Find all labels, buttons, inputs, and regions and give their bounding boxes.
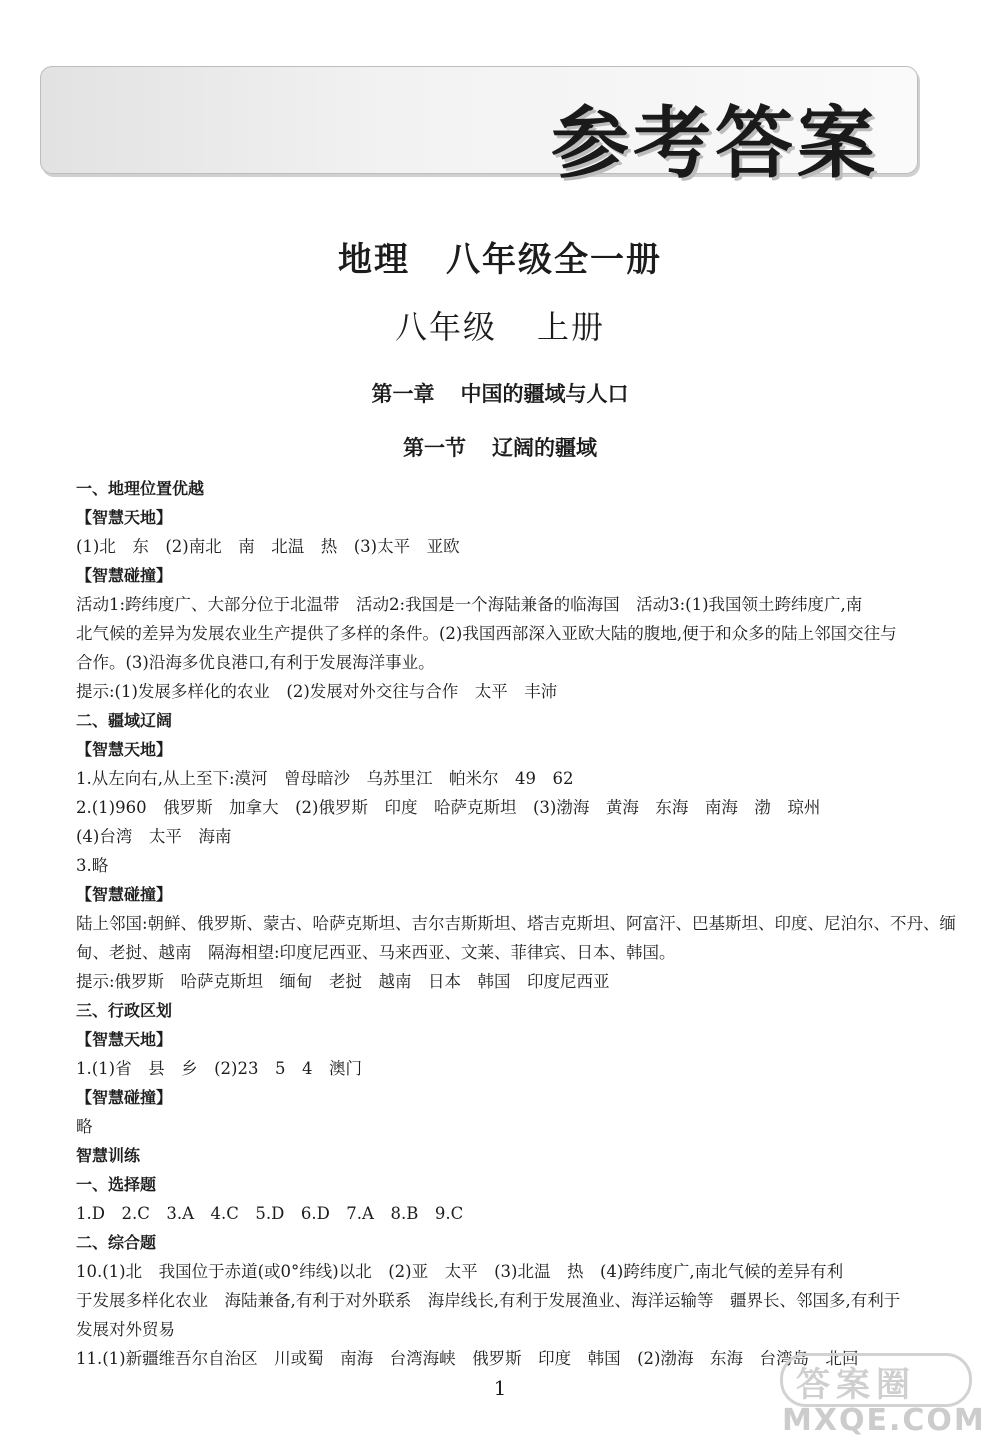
answer-line: 2.(1)960 俄罗斯 加拿大 (2)俄罗斯 印度 哈萨克斯坦 (3)渤海 黄海 东海 南海 渤 琼州	[76, 798, 821, 817]
answer-line: 11.(1)新疆维吾尔自治区 川或蜀 南海 台湾海峡 俄罗斯 印度 韩国 (2)渤海 东海 台湾岛 北回	[76, 1349, 859, 1368]
answer-line: 1.(1)省 县 乡 (2)23 5 4 澳门	[76, 1059, 362, 1078]
section-label: 【智慧碰撞】	[76, 885, 173, 904]
answer-line: 合作。(3)沿海多优良港口,有利于发展海洋事业。	[76, 653, 435, 672]
book-title	[0, 232, 1000, 281]
answer-line: 3.略	[76, 856, 109, 875]
section-label: 三、行政区划	[76, 1001, 173, 1020]
section-label: 二、综合题	[76, 1233, 157, 1252]
subject-label: 地理	[338, 240, 410, 280]
answer-line: 1.从左向右,从上至下:漠河 曾母暗沙 乌苏里江 帕米尔 49 62	[76, 769, 574, 788]
watermark-site: MXQE.COM	[782, 1403, 986, 1438]
answer-line: (1)北 东 (2)南北 南 北温 热 (3)太平 亚欧	[76, 537, 460, 556]
answer-line: 陆上邻国:朝鲜、俄罗斯、蒙古、哈萨克斯坦、吉尔吉斯斯坦、塔吉克斯坦、阿富汗、巴基斯坦、印度、尼泊尔、不丹、缅	[76, 914, 957, 933]
volume-title	[0, 302, 1000, 348]
answer-line: 1.D 2.C 3.A 4.C 5.D 6.D 7.A 8.B 9.C	[76, 1204, 464, 1223]
answer-line: 提示:(1)发展多样化的农业 (2)发展对外交往与合作 太平 丰沛	[76, 682, 558, 701]
section-label: 智慧训练	[76, 1146, 141, 1165]
answer-line: (4)台湾 太平 海南	[76, 827, 232, 846]
answer-line: 发展对外贸易	[76, 1320, 175, 1339]
site-watermark	[774, 1353, 986, 1438]
section-label: 【智慧天地】	[76, 740, 173, 759]
answer-line: 北气候的差异为发展农业生产提供了多样的条件。(2)我国西部深入亚欧大陆的腹地,便于和众多的陆上邻国交往与	[76, 624, 897, 643]
section-label: 一、选择题	[76, 1175, 157, 1194]
volume-label: 上册	[537, 308, 606, 346]
section-label: 【智慧碰撞】	[76, 566, 173, 585]
answer-line: 甸、老挝、越南 隔海相望:印度尼西亚、马来西亚、文莱、菲律宾、日本、韩国。	[76, 943, 676, 962]
answer-banner	[40, 66, 918, 189]
section-label: 二、疆域辽阔	[76, 711, 173, 730]
section-label: 【智慧天地】	[76, 1030, 173, 1049]
section-heading	[0, 432, 1000, 462]
grade-full-label: 八年级全一册	[446, 240, 662, 280]
page-number: 1	[493, 1376, 507, 1400]
answer-line: 提示:俄罗斯 哈萨克斯坦 缅甸 老挝 越南 日本 韩国 印度尼西亚	[76, 972, 610, 991]
section-number: 第一节	[403, 436, 466, 460]
watermark-logo: 答案圈	[796, 1365, 916, 1405]
section-label: 【智慧碰撞】	[76, 1088, 173, 1107]
section-label: 【智慧天地】	[76, 508, 173, 527]
answer-content	[76, 474, 957, 1373]
section-title: 辽阔的疆域	[492, 436, 597, 460]
answer-line: 于发展多样化农业 海陆兼备,有利于对外联系 海岸线长,有利于发展渔业、海洋运输等 疆界长、邻国多,有利于	[76, 1291, 901, 1310]
answer-line: 活动1:跨纬度广、大部分位于北温带 活动2:我国是一个海陆兼备的临海国 活动3:(1)我国领土跨纬度广,南	[76, 595, 863, 614]
chapter-heading	[0, 378, 1000, 408]
grade-label: 八年级	[394, 308, 497, 346]
answer-line: 10.(1)北 我国位于赤道(或0°纬线)以北 (2)亚 太平 (3)北温 热 (4)跨纬度广,南北气候的差异有利	[76, 1262, 844, 1281]
answer-line: 略	[76, 1117, 93, 1136]
chapter-number: 第一章	[371, 382, 435, 406]
chapter-title: 中国的疆域与人口	[460, 382, 629, 406]
banner-title: 参考答案	[550, 99, 879, 189]
section-label: 一、地理位置优越	[76, 479, 205, 498]
